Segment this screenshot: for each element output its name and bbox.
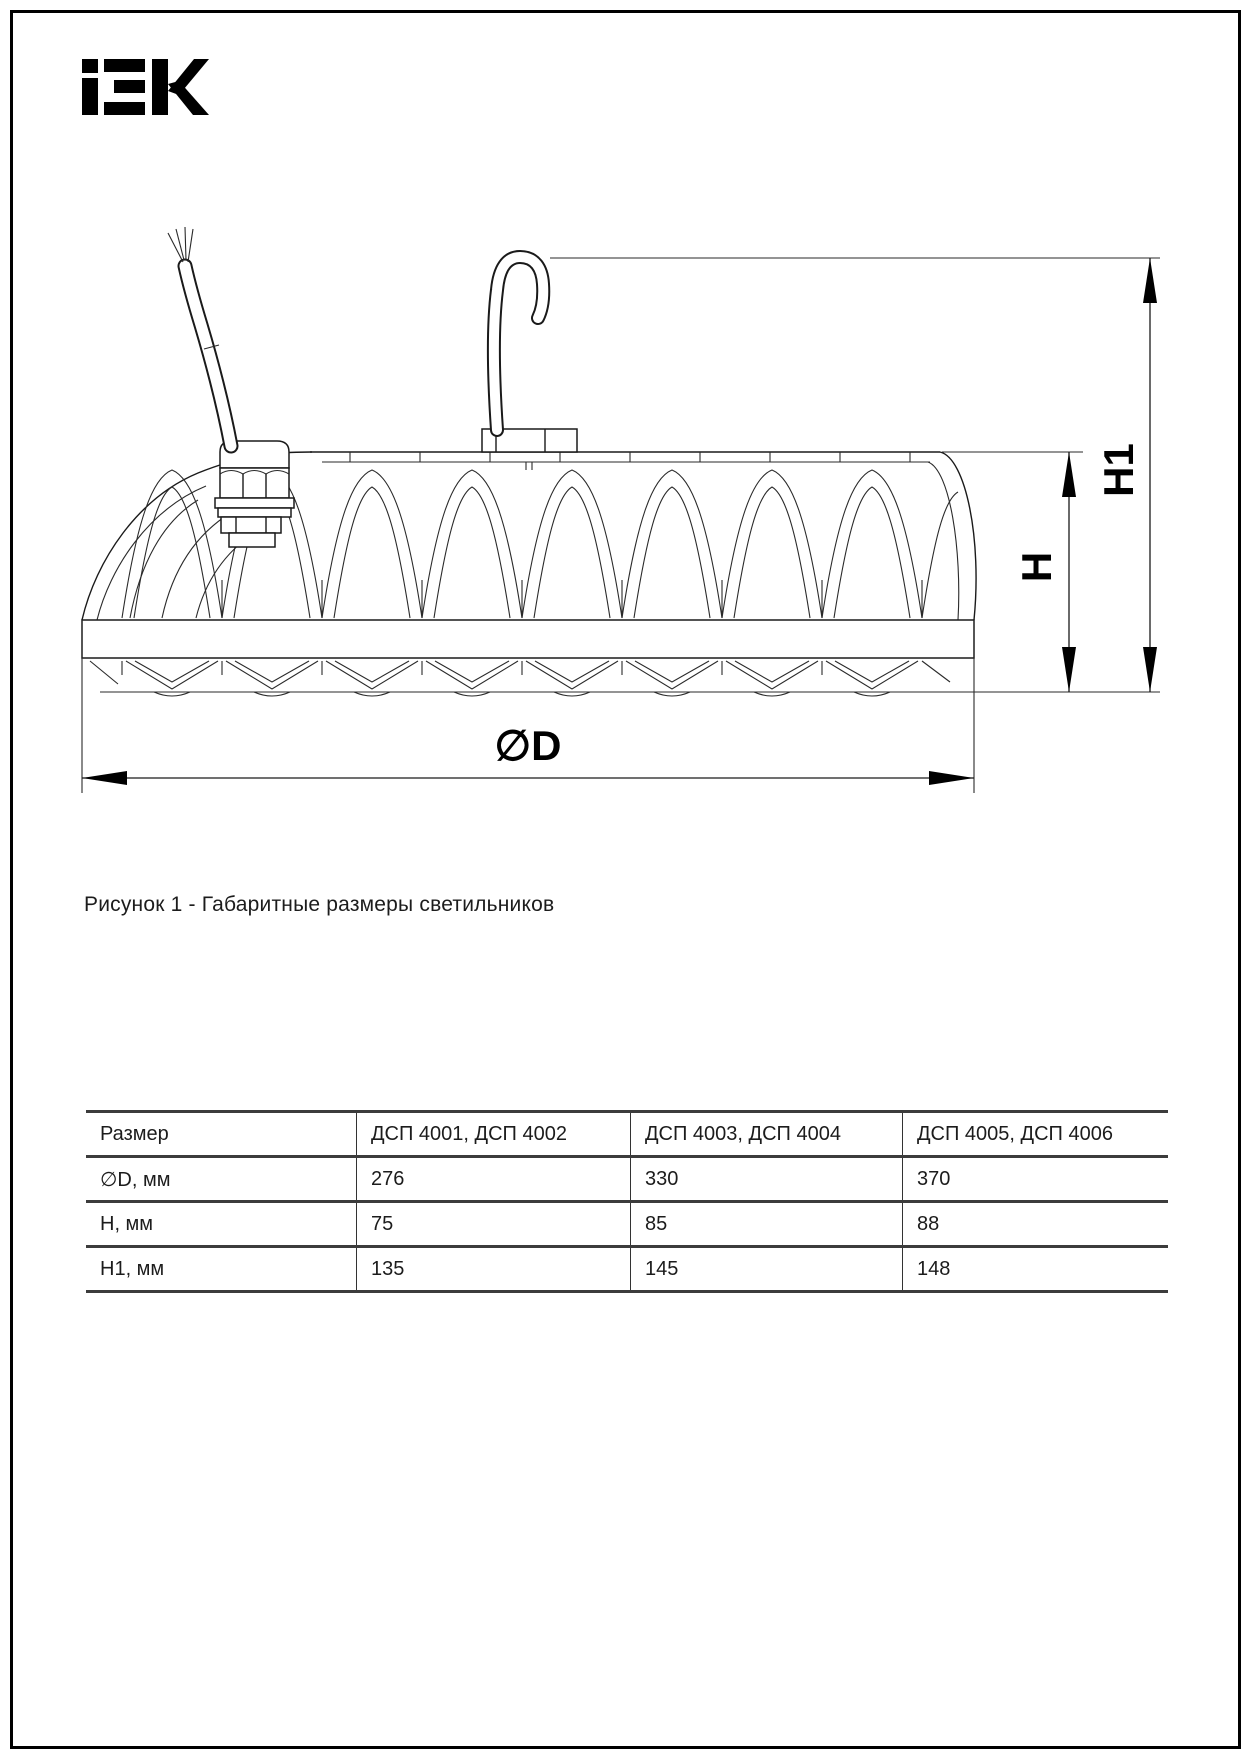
table-cell: 330 [631,1157,903,1202]
table-cell: 276 [357,1157,631,1202]
cable [168,227,231,446]
dim-label-h: H [1013,551,1061,583]
iek-logo-icon [82,59,209,115]
column-header: ДСП 4005, ДСП 4006 [903,1112,1169,1157]
dim-h [1013,452,1076,692]
table-row [86,1202,1168,1247]
table-cell: 145 [631,1247,903,1292]
table-cell: 85 [631,1202,903,1247]
row-label: ∅D, мм [86,1157,357,1202]
table-row [86,1247,1168,1292]
bottom-cage [90,661,950,696]
figure-caption: Рисунок 1 - Габаритные размеры светильников [84,893,555,916]
cable-gland [215,441,294,547]
flange-band [82,620,974,658]
dim-diameter [82,722,974,785]
luminaire-outline [82,227,976,696]
row-label: Н1, мм [86,1247,357,1292]
column-header: ДСП 4003, ДСП 4004 [631,1112,903,1157]
fin-ticks [350,452,910,462]
table-cell: 88 [903,1202,1169,1247]
column-header: Размер [86,1112,357,1157]
dim-label-h1: H1 [1095,443,1143,497]
table-cell: 135 [357,1247,631,1292]
table-header-row [86,1112,1168,1157]
hook [494,257,543,430]
table-cell: 370 [903,1157,1169,1202]
dimensions-table [86,1110,1168,1293]
table-cell: 75 [357,1202,631,1247]
column-header: ДСП 4001, ДСП 4002 [357,1112,631,1157]
dim-h1 [1095,258,1157,692]
table-row [86,1157,1168,1202]
row-label: Н, мм [86,1202,357,1247]
dim-label-diameter: ∅D [494,722,562,769]
table-cell: 148 [903,1247,1169,1292]
